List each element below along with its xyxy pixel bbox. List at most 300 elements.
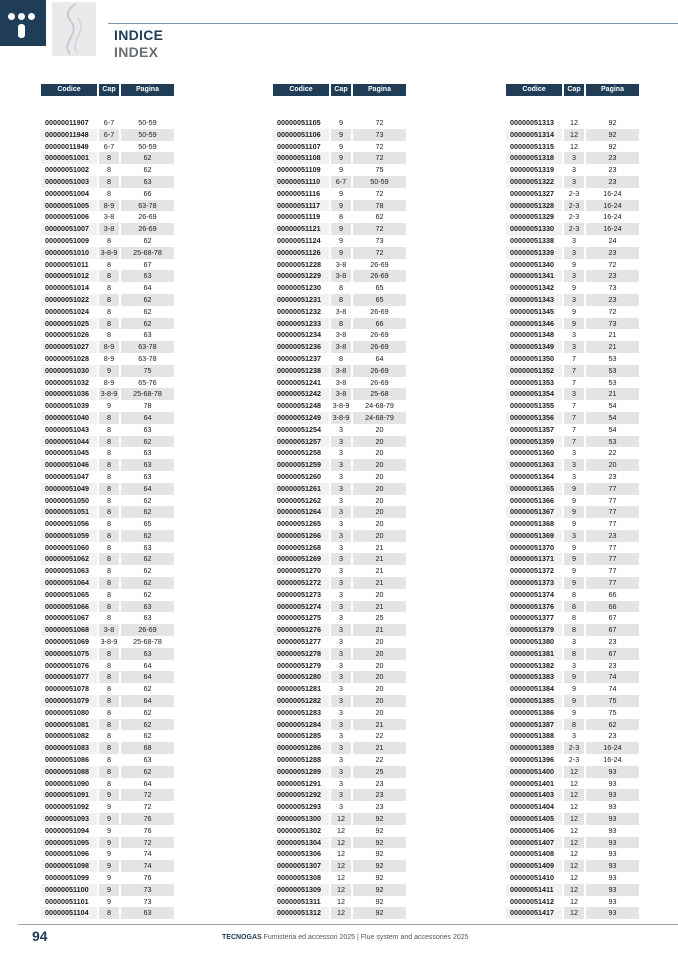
page-cell: 72 <box>121 837 174 849</box>
page-cell: 22 <box>608 448 617 458</box>
code-cell: 00000051349 <box>506 341 562 353</box>
code-cell: 00000051088 <box>41 766 97 778</box>
cap-cell: 8 <box>99 294 119 306</box>
code-cell: 00000051396 <box>510 755 554 765</box>
table-row <box>506 742 639 754</box>
table-row <box>273 176 406 188</box>
page-cell: 25-68-78 <box>121 388 174 400</box>
page-cell: 63-78 <box>121 341 174 353</box>
index-column-3 <box>506 84 639 919</box>
cap-cell: 8 <box>107 330 111 340</box>
cap-cell: 9 <box>331 152 351 164</box>
code-cell: 00000051348 <box>510 330 554 340</box>
table-row <box>273 447 406 459</box>
table-row <box>41 648 174 660</box>
table-row <box>506 447 639 459</box>
page-cell: 77 <box>608 542 617 552</box>
cap-cell: 6-7 <box>103 118 115 127</box>
table-row <box>506 365 639 377</box>
code-cell: 00000051404 <box>510 802 554 812</box>
table-row <box>41 589 174 601</box>
page-cell: 23 <box>353 789 406 801</box>
table-row <box>41 742 174 754</box>
code-cell: 00000051079 <box>41 695 97 707</box>
table-row <box>41 506 174 518</box>
table-row <box>273 648 406 660</box>
code-cell: 00000051026 <box>45 330 89 340</box>
code-cell: 00000051043 <box>45 424 89 434</box>
table-row <box>273 388 406 400</box>
cap-cell: 12 <box>570 778 578 788</box>
code-cell: 00000051109 <box>277 165 321 175</box>
cap-cell: 3 <box>339 495 343 505</box>
cap-cell: 8 <box>107 235 111 245</box>
header-cap: Cap <box>564 84 584 96</box>
page-cell: 20 <box>353 459 406 471</box>
page-cell: 21 <box>586 341 639 353</box>
cap-cell: 8 <box>564 601 584 613</box>
code-cell: 00000051277 <box>277 637 321 647</box>
page-cell: 20 <box>375 448 384 458</box>
page-cell: 21 <box>353 577 406 589</box>
table-row <box>506 778 639 790</box>
page-cell: 54 <box>586 412 639 424</box>
page-cell: 20 <box>375 637 384 647</box>
cap-cell: 12 <box>331 884 351 896</box>
code-cell: 00000051286 <box>273 742 329 754</box>
code-cell: 00000051025 <box>41 318 97 330</box>
table-row <box>41 436 174 448</box>
code-cell: 00000051030 <box>41 365 97 377</box>
page-cell: 76 <box>143 825 152 835</box>
code-cell: 00000051284 <box>273 719 329 731</box>
code-cell: 00000051248 <box>277 401 321 411</box>
page-cell: 92 <box>353 813 406 825</box>
page-cell: 63 <box>121 601 174 613</box>
table-row <box>273 813 406 825</box>
code-cell: 00000051069 <box>45 637 89 647</box>
table-row <box>273 412 406 424</box>
table-row <box>273 778 406 790</box>
code-cell: 00000011949 <box>45 141 89 151</box>
code-cell: 00000051086 <box>45 755 89 765</box>
table-row <box>506 565 639 577</box>
code-cell: 00000051098 <box>41 860 97 872</box>
code-cell: 00000051278 <box>273 648 329 660</box>
cap-cell: 12 <box>564 789 584 801</box>
code-cell: 00000051302 <box>277 825 321 835</box>
table-row <box>273 270 406 282</box>
page-cell: 24-68-79 <box>353 412 406 424</box>
table-row <box>273 754 406 766</box>
cap-cell: 8 <box>107 731 111 741</box>
table-row <box>273 565 406 577</box>
cap-cell: 8 <box>99 459 119 471</box>
page-cell: 23 <box>586 176 639 188</box>
page-cell: 73 <box>353 129 406 141</box>
cap-cell: 8 <box>99 742 119 754</box>
page-cell: 65 <box>375 283 384 293</box>
table-row <box>273 601 406 613</box>
code-cell: 00000051410 <box>510 873 554 882</box>
page-cell: 20 <box>353 436 406 448</box>
table-row <box>273 530 406 542</box>
table-row <box>506 825 639 837</box>
table-row <box>273 141 406 153</box>
code-cell: 00000051275 <box>277 613 321 623</box>
header-page: Pagina <box>121 84 174 96</box>
code-cell: 00000051062 <box>41 553 97 565</box>
table-row <box>41 789 174 801</box>
page-cell: 50-59 <box>138 141 157 151</box>
cap-cell: 8 <box>99 436 119 448</box>
code-cell: 00000051314 <box>506 129 562 141</box>
code-cell: 00000051032 <box>45 377 89 387</box>
page-cell: 62 <box>143 731 152 741</box>
table-row <box>273 612 406 624</box>
page-cell: 23 <box>608 471 617 481</box>
code-cell: 00000051007 <box>41 223 97 235</box>
table-row <box>273 200 406 212</box>
cap-cell: 3-8 <box>331 365 351 377</box>
code-cell: 00000051383 <box>506 671 562 683</box>
cap-cell: 8 <box>107 306 111 316</box>
cap-cell: 3 <box>331 459 351 471</box>
table-row <box>506 648 639 660</box>
page-cell: 76 <box>143 873 152 882</box>
table-row <box>41 353 174 365</box>
code-cell: 00000051372 <box>510 566 554 576</box>
page-cell: 23 <box>586 270 639 282</box>
page-cell: 50-59 <box>353 176 406 188</box>
cap-cell: 8 <box>107 684 111 694</box>
code-cell: 00000051119 <box>277 212 321 222</box>
code-cell: 00000051411 <box>506 884 562 896</box>
table-row <box>41 530 174 542</box>
logo-stem <box>18 24 25 38</box>
code-cell: 00000051353 <box>510 377 554 387</box>
table-row <box>506 860 639 872</box>
table-row <box>41 636 174 648</box>
cap-cell: 2-3 <box>568 188 580 198</box>
table-row <box>273 660 406 672</box>
page-cell: 20 <box>375 707 384 717</box>
cap-cell: 8 <box>107 495 111 505</box>
page-cell: 20 <box>375 589 384 599</box>
table-row <box>506 801 639 813</box>
table-row <box>506 211 639 223</box>
table-row <box>506 388 639 400</box>
page-cell: 72 <box>353 247 406 259</box>
cap-cell: 9 <box>339 118 343 127</box>
table-row <box>41 766 174 778</box>
cap-cell: 12 <box>337 825 345 835</box>
table-row <box>273 211 406 223</box>
table-row <box>41 624 174 636</box>
page-number: 94 <box>32 928 48 944</box>
table-row <box>506 848 639 860</box>
page-cell: 26-69 <box>353 365 406 377</box>
page-cell: 16-24 <box>603 755 622 765</box>
table-row <box>506 719 639 731</box>
table-row <box>41 294 174 306</box>
table-row <box>506 518 639 530</box>
code-cell: 00000051307 <box>273 860 329 872</box>
page-cell: 64 <box>121 483 174 495</box>
cap-cell: 3 <box>564 459 584 471</box>
page-cell: 62 <box>143 566 152 576</box>
page-cell: 62 <box>143 707 152 717</box>
table-row <box>506 318 639 330</box>
cap-cell: 3-8 <box>335 330 347 340</box>
code-cell: 00000051066 <box>41 601 97 613</box>
code-cell: 00000051075 <box>41 648 97 660</box>
page-cell: 16-24 <box>603 212 622 222</box>
code-cell: 00000051101 <box>45 896 89 906</box>
code-cell: 00000051350 <box>510 353 554 363</box>
page-cell: 21 <box>586 388 639 400</box>
cap-cell: 3 <box>331 530 351 542</box>
cap-cell: 12 <box>331 837 351 849</box>
table-row <box>506 436 639 448</box>
cap-cell: 8 <box>99 412 119 424</box>
page-cell: 75 <box>586 695 639 707</box>
code-cell: 00000051309 <box>273 884 329 896</box>
page-cell: 63 <box>121 270 174 282</box>
cap-cell: 3 <box>339 542 343 552</box>
page-cell: 23 <box>586 247 639 259</box>
table-row <box>506 247 639 259</box>
page-cell: 16-24 <box>586 200 639 212</box>
cap-cell: 3 <box>572 637 576 647</box>
page-cell: 62 <box>121 152 174 164</box>
code-cell: 00000051327 <box>510 188 554 198</box>
table-row <box>506 377 639 389</box>
table-row <box>273 365 406 377</box>
cap-cell: 8 <box>107 448 111 458</box>
code-cell: 00000051283 <box>277 707 321 717</box>
page-cell: 20 <box>375 471 384 481</box>
table-row <box>506 424 639 436</box>
code-cell: 00000051045 <box>45 448 89 458</box>
code-cell: 00000051236 <box>273 341 329 353</box>
code-cell: 00000051341 <box>506 270 562 282</box>
table-row <box>41 388 174 400</box>
cap-cell: 3 <box>339 566 343 576</box>
table-row <box>506 872 639 884</box>
page-cell: 77 <box>586 553 639 565</box>
code-cell: 00000051380 <box>510 637 554 647</box>
table-row <box>273 294 406 306</box>
code-cell: 00000051231 <box>273 294 329 306</box>
page-cell: 76 <box>121 813 174 825</box>
page-cell: 65 <box>353 294 406 306</box>
page-cell: 65 <box>143 519 152 529</box>
page-cell: 72 <box>353 152 406 164</box>
header-code: Codice <box>506 84 562 96</box>
code-cell: 00000051081 <box>41 719 97 731</box>
table-row <box>41 176 174 188</box>
table-row <box>273 306 406 318</box>
table-row <box>506 223 639 235</box>
table-row <box>273 872 406 884</box>
table-row <box>506 506 639 518</box>
page-cell: 23 <box>586 152 639 164</box>
cap-cell: 3 <box>572 165 576 175</box>
cap-cell: 2-3 <box>568 212 580 222</box>
code-cell: 00000051346 <box>506 318 562 330</box>
table-row <box>506 589 639 601</box>
code-cell: 00000051369 <box>506 530 562 542</box>
cap-cell: 8 <box>564 624 584 636</box>
code-cell: 00000051238 <box>273 365 329 377</box>
page-cell: 20 <box>375 519 384 529</box>
table-row <box>273 247 406 259</box>
cap-cell: 3-8 <box>331 388 351 400</box>
table-row <box>506 483 639 495</box>
cap-cell: 3-8 <box>331 341 351 353</box>
cap-cell: 7 <box>572 353 576 363</box>
code-cell: 00000051067 <box>45 613 89 623</box>
table-row <box>41 247 174 259</box>
page-cell: 62 <box>143 235 152 245</box>
page-cell: 20 <box>353 506 406 518</box>
code-cell: 00000051318 <box>506 152 562 164</box>
cap-cell: 3-8-9 <box>100 637 118 647</box>
code-cell: 00000051063 <box>45 566 89 576</box>
code-cell: 00000051265 <box>277 519 321 529</box>
cap-cell: 8 <box>107 707 111 717</box>
code-cell: 00000051099 <box>45 873 89 882</box>
page-cell: 23 <box>375 778 384 788</box>
table-row <box>506 117 639 129</box>
code-cell: 00000051322 <box>506 176 562 188</box>
cap-cell: 3 <box>339 660 343 670</box>
cap-cell: 3 <box>331 436 351 448</box>
table-row <box>273 577 406 589</box>
page-cell: 72 <box>375 118 384 127</box>
code-cell: 00000051003 <box>41 176 97 188</box>
table-row <box>273 223 406 235</box>
cap-cell: 3 <box>339 448 343 458</box>
table-row <box>41 884 174 896</box>
code-cell: 00000051242 <box>273 388 329 400</box>
cap-cell: 2-3 <box>568 755 580 765</box>
page-cell: 20 <box>375 424 384 434</box>
page-cell: 23 <box>608 731 617 741</box>
page-cell: 93 <box>586 813 639 825</box>
footer-caption: Fumisteria ed accessori 2025 | Flue system and accessories 2025 <box>263 934 469 941</box>
code-cell: 00000051006 <box>45 212 89 222</box>
logo-dot <box>28 13 35 20</box>
table-row <box>273 129 406 141</box>
cap-cell: 3-8-9 <box>100 247 118 257</box>
cap-cell: 3 <box>339 755 343 765</box>
code-cell: 00000051417 <box>506 907 562 919</box>
code-cell: 00000051095 <box>41 837 97 849</box>
cap-cell: 3 <box>339 637 343 647</box>
page-cell: 75 <box>121 365 174 377</box>
cap-cell: 8 <box>99 648 119 660</box>
page-cell: 25 <box>375 613 384 623</box>
cap-cell: 3-8 <box>103 212 115 222</box>
page-cell: 20 <box>353 695 406 707</box>
table-row <box>41 211 174 223</box>
page-cell: 77 <box>608 519 617 529</box>
page-cell: 16-24 <box>603 188 622 198</box>
footer-brand: TECNOGAS <box>222 934 262 941</box>
table-row <box>41 306 174 318</box>
page-cell: 62 <box>586 719 639 731</box>
page-cell: 63 <box>143 471 152 481</box>
page-cell: 23 <box>608 637 617 647</box>
table-row <box>41 495 174 507</box>
code-cell: 00000051124 <box>277 235 321 245</box>
cap-cell: 3 <box>572 660 576 670</box>
code-cell: 00000051368 <box>510 519 554 529</box>
cap-cell: 3 <box>564 176 584 188</box>
code-cell: 00000051270 <box>277 566 321 576</box>
code-cell: 00000051110 <box>273 176 329 188</box>
page-cell: 62 <box>143 306 152 316</box>
code-cell: 00000051077 <box>41 671 97 683</box>
cap-cell: 12 <box>331 813 351 825</box>
page-cell: 62 <box>121 318 174 330</box>
table-row <box>41 612 174 624</box>
table-row <box>506 577 639 589</box>
table-row <box>506 707 639 719</box>
page-cell: 92 <box>375 849 384 859</box>
cap-cell: 3 <box>339 424 343 434</box>
page-cell: 74 <box>143 849 152 859</box>
page-cell: 62 <box>143 165 152 175</box>
code-cell: 00000051343 <box>506 294 562 306</box>
table-row <box>273 766 406 778</box>
page-cell: 92 <box>586 129 639 141</box>
table-row <box>41 695 174 707</box>
table-row <box>506 235 639 247</box>
cap-cell: 3 <box>564 247 584 259</box>
cap-cell: 3 <box>572 731 576 741</box>
table-row <box>506 270 639 282</box>
page-cell: 72 <box>121 789 174 801</box>
table-row <box>506 188 639 200</box>
table-row <box>41 801 174 813</box>
page-cell: 20 <box>353 483 406 495</box>
cap-cell: 2-3 <box>564 223 584 235</box>
code-cell: 00000051264 <box>273 506 329 518</box>
cap-cell: 8 <box>107 778 111 788</box>
page-cell: 63 <box>121 176 174 188</box>
header-page: Pagina <box>353 84 406 96</box>
code-cell: 00000051306 <box>277 849 321 859</box>
table-row <box>273 695 406 707</box>
cap-cell: 3-8-9 <box>100 389 118 399</box>
page-cell: 93 <box>608 849 617 859</box>
code-cell: 00000051010 <box>41 247 97 259</box>
page-cell: 62 <box>121 577 174 589</box>
cap-cell: 6-7 <box>103 141 115 151</box>
cap-cell: 9 <box>107 401 111 411</box>
code-cell: 00000051328 <box>506 200 562 212</box>
code-cell: 00000051388 <box>510 731 554 741</box>
table-row <box>506 813 639 825</box>
code-cell: 00000051385 <box>506 695 562 707</box>
table-row <box>506 176 639 188</box>
cap-cell: 7 <box>572 377 576 387</box>
code-cell: 00000051312 <box>273 907 329 919</box>
cap-cell: 8 <box>331 294 351 306</box>
